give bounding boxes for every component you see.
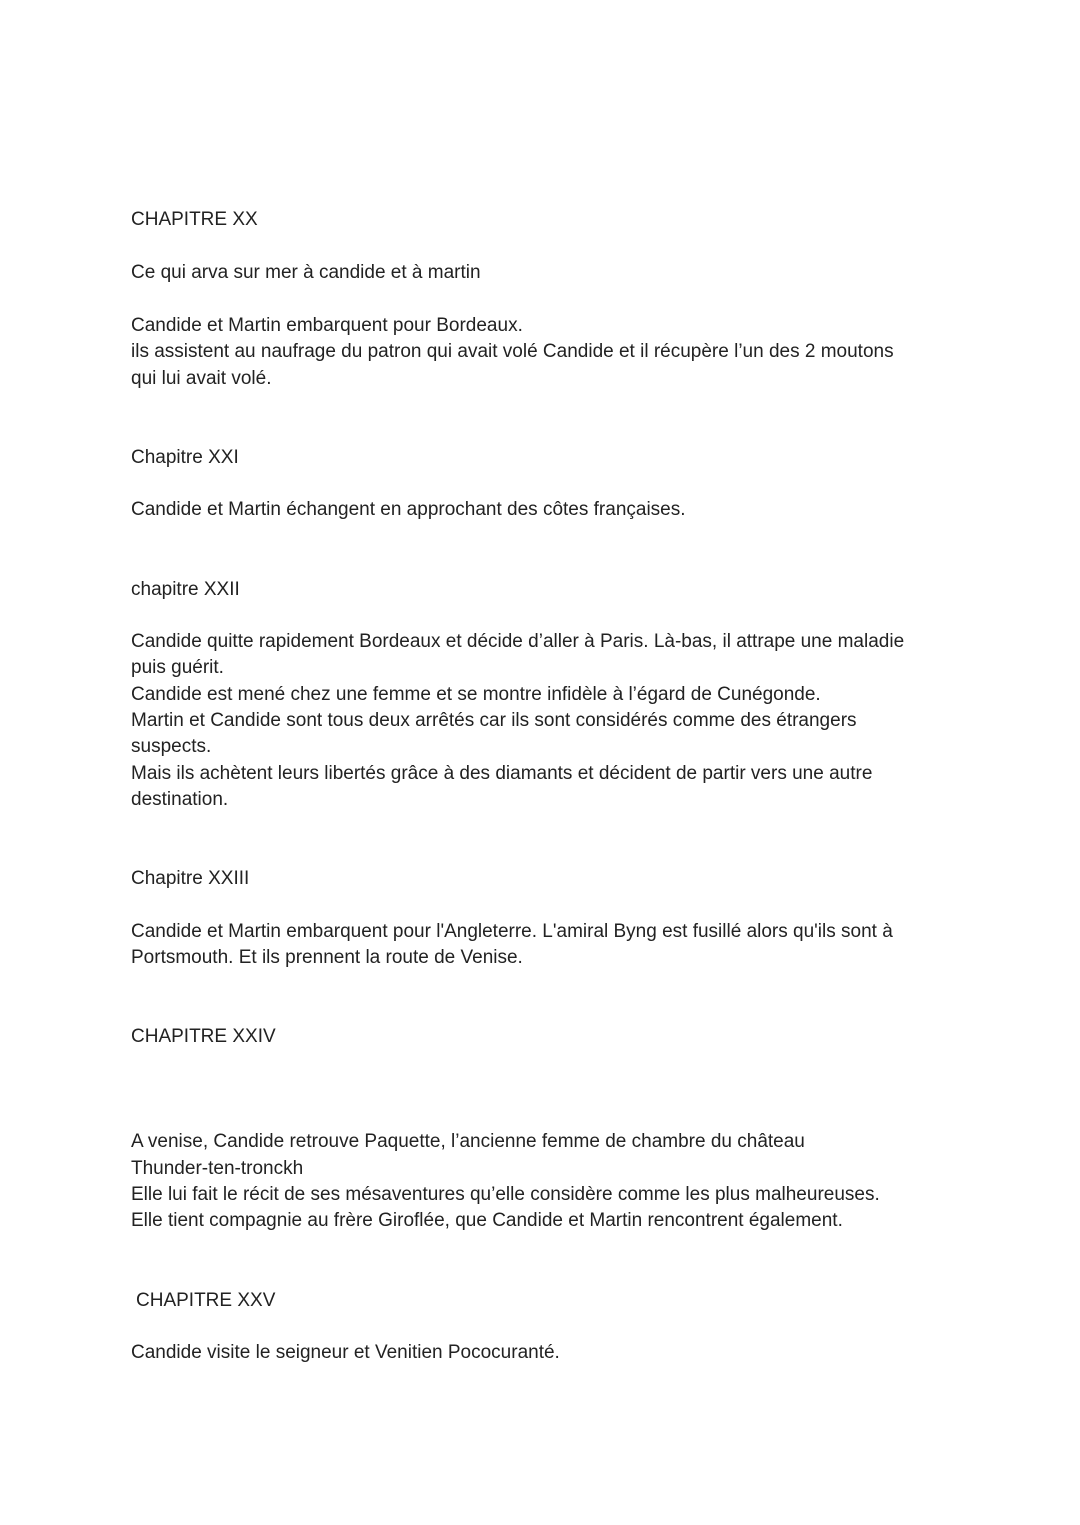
chapter-heading: CHAPITRE XXIV: [131, 1026, 276, 1047]
summary-line: suspects.: [131, 736, 212, 757]
summary-line: destination.: [131, 789, 229, 810]
summary-line: Thunder-ten-tronckh: [131, 1158, 304, 1179]
summary-line: Candide et Martin embarquent pour l'Angleterre. L'amiral Byng est fusillé alors qu'ils sont à: [131, 921, 893, 942]
chapter-heading: CHAPITRE XXV: [136, 1290, 276, 1311]
summary-line: A venise, Candide retrouve Paquette, l’ancienne femme de chambre du château: [131, 1131, 805, 1152]
summary-line: Candide et Martin embarquent pour Bordeaux.: [131, 315, 523, 336]
chapter-heading: Chapitre XXIII: [131, 868, 250, 889]
summary-line: puis guérit.: [131, 657, 224, 678]
summary-line: Candide quitte rapidement Bordeaux et décide d’aller à Paris. Là-bas, il attrape une maladie: [131, 631, 905, 652]
summary-line: ils assistent au naufrage du patron qui avait volé Candide et il récupère l’un des 2 moutons: [131, 341, 894, 362]
summary-line: Elle tient compagnie au frère Giroflée, que Candide et Martin rencontrent également.: [131, 1210, 843, 1231]
chapter-heading: chapitre XXII: [131, 579, 240, 600]
summary-line: Candide et Martin échangent en approchant des côtes françaises.: [131, 499, 686, 520]
chapter-heading: CHAPITRE XX: [131, 209, 258, 230]
chapter-heading: Chapitre XXI: [131, 447, 239, 468]
summary-line: Candide est mené chez une femme et se montre infidèle à l’égard de Cunégonde.: [131, 684, 821, 705]
summary-line: Mais ils achètent leurs libertés grâce à des diamants et décident de partir vers une autre: [131, 763, 873, 784]
summary-line: qui lui avait volé.: [131, 368, 272, 389]
chapter-subtitle: Ce qui arva sur mer à candide et à martin: [131, 262, 481, 283]
summary-line: Martin et Candide sont tous deux arrêtés car ils sont considérés comme des étrangers: [131, 710, 857, 731]
summary-line: Candide visite le seigneur et Venitien Pococuranté.: [131, 1342, 560, 1363]
summary-line: Portsmouth. Et ils prennent la route de Venise.: [131, 947, 523, 968]
summary-line: Elle lui fait le récit de ses mésaventures qu’elle considère comme les plus malheureuses.: [131, 1184, 880, 1205]
